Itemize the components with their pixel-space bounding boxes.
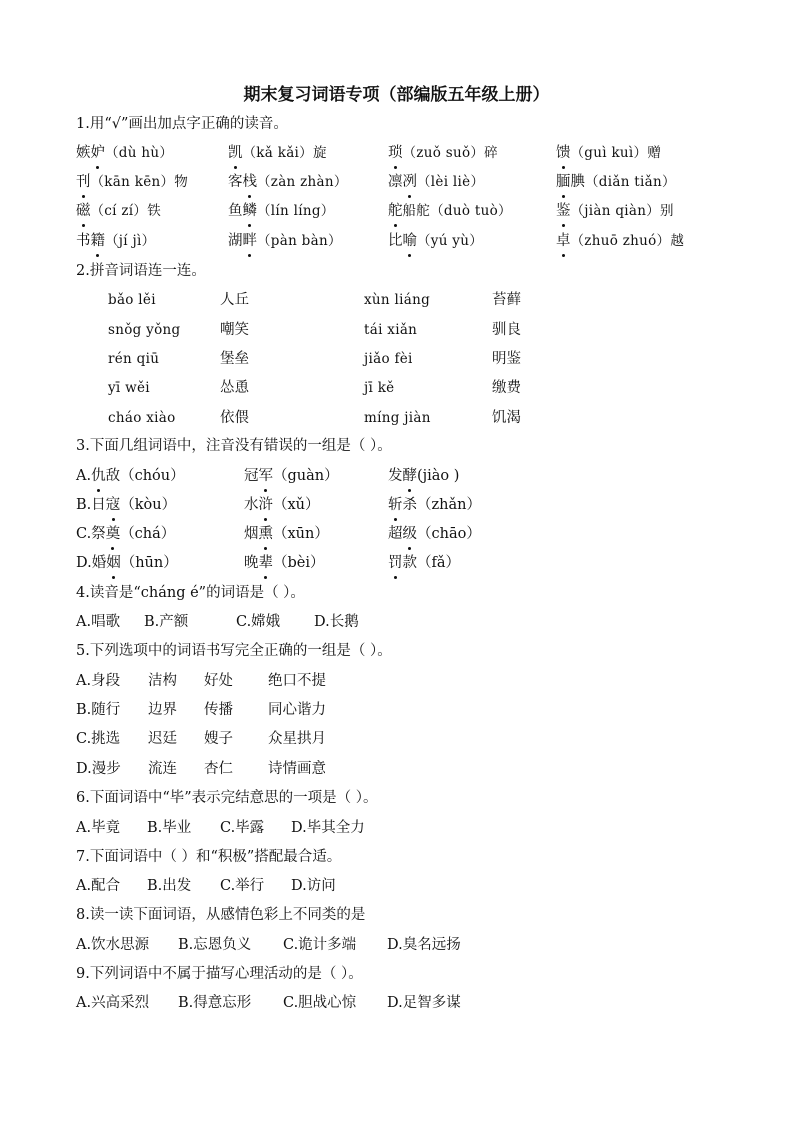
word-option: D.漫步: [76, 761, 121, 777]
dotted-char: 馈: [556, 145, 571, 161]
dotted-char: 熏: [258, 526, 273, 542]
word-option: 流连: [148, 761, 177, 777]
word-left: 堡垒: [220, 351, 249, 367]
page-title: 期末复习词语专项（部编版五年级上册）: [243, 85, 550, 105]
word-option: 绝口不提: [268, 673, 326, 689]
word-char: 湖: [228, 233, 243, 249]
word-char: （chāo）: [417, 526, 481, 542]
option-item: [388, 524, 481, 544]
word-char: C.祭: [76, 526, 106, 542]
word-char: 敌（chóu）: [105, 468, 185, 484]
dotted-char: 籍: [90, 233, 105, 249]
word-right: 缴费: [492, 380, 521, 396]
word-char: 比: [388, 233, 403, 249]
option-item: [76, 466, 185, 486]
reading-item: [556, 143, 661, 163]
word-char: 水: [244, 497, 259, 513]
pinyin-options: （jiàn qiàn）别: [570, 203, 674, 219]
answer-option: A.饮水思源: [76, 937, 150, 953]
answer-option: C.毕露: [220, 820, 265, 836]
option-item: [244, 553, 325, 573]
pinyin-right: míng jiàn: [364, 410, 431, 426]
word-char: （xǔ）: [273, 497, 320, 513]
pinyin-options: （dù hù）: [105, 145, 174, 161]
word-char: 杀（zhǎn）: [402, 497, 481, 513]
word-char: 嫉: [76, 145, 91, 161]
dotted-char: 浒: [258, 497, 273, 513]
pinyin-options: （jí jì）: [105, 233, 156, 249]
pinyin-options: （lín líng）: [257, 203, 335, 219]
answer-option: D.毕其全力: [291, 820, 365, 836]
answer-option: B.产额: [144, 614, 189, 630]
answer-option: C.嫦娥: [236, 614, 281, 630]
word-char: 超: [388, 526, 403, 542]
dotted-char: 辈: [258, 555, 273, 571]
answer-option: A.毕竟: [76, 820, 121, 836]
answer-option: D.访问: [291, 878, 336, 894]
word-left: 人丘: [220, 292, 249, 308]
question-1-stem: 1.用“√”画出加点字正确的读音。: [76, 116, 288, 132]
word-left: 怂恿: [220, 380, 249, 396]
answer-option: A.配合: [76, 878, 121, 894]
dotted-char: 级: [402, 526, 417, 542]
word-right: 饥渴: [492, 410, 521, 426]
word-option: 众星拱月: [268, 731, 326, 747]
option-item: [388, 466, 459, 486]
pinyin-left: rén qiū: [108, 351, 160, 367]
word-option: 杏仁: [204, 761, 233, 777]
answer-option: B.毕业: [147, 820, 192, 836]
word-char: 腆: [570, 174, 585, 190]
word-char: 烟: [244, 526, 259, 542]
option-item: [76, 524, 175, 544]
pinyin-options: 船舵（duò tuò）: [402, 203, 512, 219]
answer-option: D.长鹅: [314, 614, 359, 630]
word-right: 驯良: [492, 322, 521, 338]
word-char: 书: [76, 233, 91, 249]
reading-item: [76, 143, 173, 163]
answer-option: D.臭名远扬: [387, 937, 461, 953]
dotted-char: 卓: [556, 233, 571, 249]
pinyin-options: （zuǒ suǒ）碎: [402, 145, 498, 161]
pinyin-left: snǒg yǒng: [108, 322, 181, 338]
word-option: 好处: [204, 673, 233, 689]
word-char: （xūn）: [273, 526, 329, 542]
dotted-char: 腼: [556, 174, 571, 190]
word-char: (jiào ): [417, 468, 460, 484]
reading-item: [388, 201, 512, 221]
word-option: C.挑选: [76, 731, 121, 747]
answer-option: A.唱歌: [76, 614, 121, 630]
word-char: （chá）: [120, 526, 176, 542]
question-4-stem: 4.读音是“cháng é”的词语是（ ）。: [76, 585, 305, 601]
word-option: 迟廷: [148, 731, 177, 747]
answer-option: C.举行: [220, 878, 265, 894]
pinyin-options: （kǎ kǎi）旋: [242, 145, 327, 161]
option-item: [244, 466, 339, 486]
pinyin-right: xùn liáng: [364, 292, 431, 308]
option-item: [244, 495, 320, 515]
word-char: （hūn）: [120, 555, 178, 571]
word-char: （guàn）: [273, 468, 339, 484]
dotted-char: 刊: [76, 174, 91, 190]
reading-item: [76, 231, 155, 251]
word-option: A.身段: [76, 673, 121, 689]
dotted-char: 冽: [402, 174, 417, 190]
pinyin-options: （cí zí）铁: [90, 203, 161, 219]
pinyin-left: bǎo lěi: [108, 292, 156, 308]
pinyin-left: yī wěi: [108, 380, 150, 396]
word-char: A.: [76, 468, 92, 484]
question-3-stem: 3.下面几组词语中，注音没有错误的一组是（ ）。: [76, 438, 392, 454]
word-char: 款（fǎ）: [402, 555, 461, 571]
word-option: 同心谐力: [268, 702, 326, 718]
dotted-char: 妒: [90, 145, 105, 161]
answer-option: C.诡计多端: [283, 937, 357, 953]
reading-item: [228, 231, 342, 251]
dotted-char: 酵: [402, 468, 417, 484]
reading-item: [556, 172, 676, 192]
word-option: 洁构: [148, 673, 177, 689]
word-left: 嘲笑: [220, 322, 249, 338]
answer-option: B.忘恩负义: [178, 937, 252, 953]
dotted-char: 栈: [242, 174, 257, 190]
dotted-char: 寇: [105, 497, 121, 513]
pinyin-right: jiǎo fèi: [364, 351, 413, 367]
option-item: [244, 524, 329, 544]
question-9-stem: 9.下列词语中不属于描写心理活动的是（ ）。: [76, 966, 363, 982]
word-char: 鱼: [228, 203, 243, 219]
dotted-char: 舵: [388, 203, 403, 219]
answer-option: B.出发: [147, 878, 192, 894]
option-item: [388, 495, 481, 515]
word-char: （bèi）: [273, 555, 325, 571]
answer-option: B.得意忘形: [178, 995, 252, 1011]
answer-option: D.足智多谋: [387, 995, 461, 1011]
word-option: 嫂子: [204, 731, 233, 747]
reading-item: [76, 201, 161, 221]
word-option: 传播: [204, 702, 233, 718]
dotted-char: 奠: [105, 526, 121, 542]
dotted-char: 鳞: [242, 203, 257, 219]
dotted-char: 凯: [228, 145, 243, 161]
word-char: 冠: [244, 468, 259, 484]
dotted-char: 姻: [106, 555, 121, 571]
pinyin-options: （guì kuì）赠: [570, 145, 662, 161]
question-5-stem: 5.下列选项中的词语书写完全正确的一组是（ ）。: [76, 643, 392, 659]
question-8-stem: 8.读一读下面词语，从感情色彩上不同类的是: [76, 907, 366, 923]
dotted-char: 军: [258, 468, 273, 484]
pinyin-options: （zhuō zhuó）越: [570, 233, 685, 249]
word-char: 晚: [244, 555, 259, 571]
pinyin-options: （kān kēn）物: [90, 174, 189, 190]
reading-item: [388, 143, 498, 163]
word-char: B.日: [76, 497, 106, 513]
pinyin-options: （zàn zhàn）: [257, 174, 348, 190]
reading-item: [556, 201, 674, 221]
dotted-char: 仇: [91, 468, 106, 484]
pinyin-options: （yú yù）: [417, 233, 484, 249]
word-option: 边界: [148, 702, 177, 718]
pinyin-right: jī kě: [364, 380, 395, 396]
option-item: [76, 553, 178, 573]
reading-item: [228, 201, 335, 221]
answer-option: C.胆战心惊: [283, 995, 357, 1011]
word-right: 明鉴: [492, 351, 521, 367]
word-char: （kòu）: [120, 497, 177, 513]
word-right: 苔藓: [492, 292, 521, 308]
option-item: [76, 495, 176, 515]
reading-item: [76, 172, 188, 192]
reading-item: [388, 231, 483, 251]
question-7-stem: 7.下面词语中（ ）和“积极”搭配最合适。: [76, 849, 342, 865]
word-char: 发: [388, 468, 403, 484]
word-char: 凛: [388, 174, 403, 190]
dotted-char: 畔: [242, 233, 257, 249]
dotted-char: 斩: [388, 497, 403, 513]
pinyin-options: （diǎn tiǎn）: [585, 174, 676, 190]
reading-item: [228, 172, 348, 192]
answer-option: A.兴高采烈: [76, 995, 150, 1011]
word-char: 客: [228, 174, 243, 190]
word-char: D.婚: [76, 555, 107, 571]
pinyin-right: tái xiǎn: [364, 322, 418, 338]
pinyin-options: （lèi liè）: [417, 174, 485, 190]
dotted-char: 罚: [388, 555, 403, 571]
question-2-stem: 2.拼音词语连一连。: [76, 263, 206, 279]
word-option: B.随行: [76, 702, 121, 718]
question-6-stem: 6.下面词语中“毕”表示完结意思的一项是（ ）。: [76, 790, 378, 806]
word-option: 诗情画意: [268, 761, 326, 777]
reading-item: [228, 143, 327, 163]
dotted-char: 喻: [402, 233, 417, 249]
option-item: [388, 553, 460, 573]
dotted-char: 磁: [76, 203, 91, 219]
dotted-char: 鉴: [556, 203, 571, 219]
pinyin-left: cháo xiào: [108, 410, 176, 426]
dotted-char: 琐: [388, 145, 403, 161]
reading-item: [556, 231, 684, 251]
word-left: 依偎: [220, 410, 249, 426]
pinyin-options: （pàn bàn）: [257, 233, 342, 249]
reading-item: [388, 172, 484, 192]
